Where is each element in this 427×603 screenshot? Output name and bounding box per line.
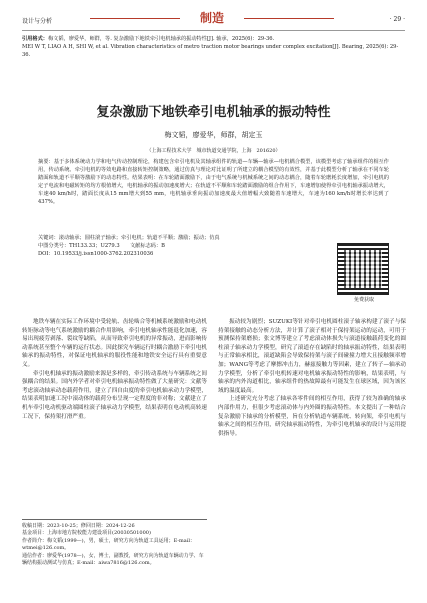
journal-logo: 制造 bbox=[182, 10, 242, 26]
footnote-received: 收稿日期：2023-10-25；修回日期：2024-12-26 bbox=[22, 523, 135, 529]
paragraph: 上述研究充分考虑了轴承各零件间的相互作用，获得了较为准确的轴承内部作用力，但很少考虑滚动体与内外圈的振动特性。本文提出了一种结合复杂激励下轴承的分析模型，旨在分析轨道车辆系统、转向架，牵引电机与轴承之间的相互作用，研究轴承振动特性，为牵引电机轴承的设计与运用提供指导。 bbox=[218, 396, 406, 437]
page-number: · 29 · bbox=[389, 16, 405, 23]
classification: 中图分类号：TH133.33；U279.3 文献标志码：B bbox=[38, 243, 165, 249]
citation-block bbox=[22, 35, 405, 59]
page-header bbox=[22, 8, 405, 28]
footnote-corresponding: 通信作者：廖爱华(1978—)，女，博士，副教授，研究方向为轨道车辆动力学、车辆结构振动测试与仿真；E-mail：aiwa7816@126.com。 bbox=[22, 552, 204, 567]
citation-en: MEI W T, LIAO A H, SHI W, et al. Vibration characteristics of metro traction motor bearings under complex excitation[J]. Bearing, 2025(6): 29-36. bbox=[22, 44, 399, 58]
qr-code-icon[interactable] bbox=[337, 243, 389, 295]
footnotes bbox=[22, 519, 207, 567]
citation-cn: 梅文韬，廖爱华，师群，等. 复杂激励下地铁牵引电机轴承的振动特性[J]. 轴承，2025(6)：29-36. bbox=[47, 36, 275, 42]
paragraph: 地铁车辆在实际工作环境中受轮轨、齿轮啮合等机械系统激励和电动机转矩脉动等电气系统激励的耦合作用影响，牵引电机轴承性能退化加速，容易出现疲劳剥落、裂纹等缺陷，从而导致牵引电机的异常振动，进而影响传动系统甚至整个车辆的运行状态。因此探究车辆运行时耦合激励下牵引电机轴承的振动特性，对保证电机轴承的服役性能和地铁安全运行具有重要意义。 bbox=[22, 319, 207, 368]
doi: DOI：10.19533/j.issn1000-3762.202310036 bbox=[38, 251, 154, 257]
left-column bbox=[22, 318, 207, 421]
metadata-block bbox=[38, 234, 298, 258]
footnote-funding: 基金项目：上海市地方院校能力建设项目(20030501000) bbox=[22, 530, 151, 537]
qr-caption: 免费获取 bbox=[353, 297, 374, 303]
right-column bbox=[218, 318, 406, 438]
paragraph: 振动较为剧烈；SUZUKI等针对牵引电机圆柱滚子轴承构建了滚子与保持架接触的动态分析方法，并计算了滚子相对于保持架运动的运动，可用于预测保持架磨损；张文博等建立了考虑滚动体损失与滚道接触载荷变化的圆柱滚子轴承动力学模型，研究了滚道存在缺陷时的轴承振动特性，结果表明与正常轴承相比，滚道缺陷会导致保持架与滚子间碰撞力增大且接触频率增加；WANG等考虑了摩擦冲击力，赫兹接触力等因素，建立了转子—轴承动力学模型，分析了牵引电机转速对电机轴承振动特性的影响，结果表明，与轴承的内外沟道相比，轴承组件的热故障最有可能发生在球区域，因为该区域的温度最高。 bbox=[218, 319, 406, 394]
footnote-author: 作者简介：梅文韬(1999—)，男，硕士，研究方向为轨道工具运用；E-mail：wtmei@126.com。 bbox=[22, 537, 195, 552]
affiliation: （上海工程技术大学 城市轨道交通学院，上海 201620） bbox=[146, 148, 281, 154]
paper-title: 复杂激励下地铁牵引电机轴承的振动特性 bbox=[96, 105, 331, 120]
keywords: 关键词：滚动轴承；圆柱滚子轴承；牵引电机；轨道不平顺；激励；振动；仿真 bbox=[38, 235, 220, 241]
journal-section: 设计与分析 bbox=[22, 18, 53, 25]
paragraph: 牵引电机轴承的振动激励来源是多样的，牵引传动系统与车辆系统之间强耦合的结果。国内外学者对牵引电机轴承振动特性做了大量研究：文献等考虑滚动轴承动态载荷作用，建立了四自由度的牵引电机轴承动力学模型，结果表明加速工况中滚动体的载荷分布呈现一定程度的非对称；文献建立了机车牵引电动机驱动端圆柱滚子轴承动力学模型，结果表明在电动机高转速工况下，保持架打滑严重。 bbox=[22, 370, 207, 420]
citation-label: 引用格式： bbox=[22, 36, 48, 42]
header-rule bbox=[22, 30, 405, 31]
abstract: 摘要：基于多体系统动力学和电气传动控制理论，构建包含牵引电机及其轴承组件的轨道—车辆—轴承—电机耦合模型，该模型考虑了轴承组件的相互作用，传动系统、牵引电机的等效电路和直接转矩控制策略，通过仿真与理论对比证明了所建立的耦合模型的有效性，并基于此模型分析了轴承在不同车轮踏面和轨道不平顺等激励下的动态特性。结果表明：在车轮踏面激励下，由于电气系统与机械系统之间的动态耦合，随着车轮磨耗长度增加，牵引电机的定子电流和电磁转矩的均方根值增大，电机轴承的振动加速度增大；在轨道不平顺和车轮踏面激励的组合作用下，车速增加使得牵引电机轴承振动增大，车速40 km/h时，踏面长度从15 mm增大到55 mm，电机轴承垂向振动加速度最大值增幅大致随着车速增大，车速为160 km/h时增长率达到了437%。 bbox=[38, 159, 389, 206]
authors: 梅文韬，廖爱华，师群，胡定玉 bbox=[164, 131, 263, 139]
